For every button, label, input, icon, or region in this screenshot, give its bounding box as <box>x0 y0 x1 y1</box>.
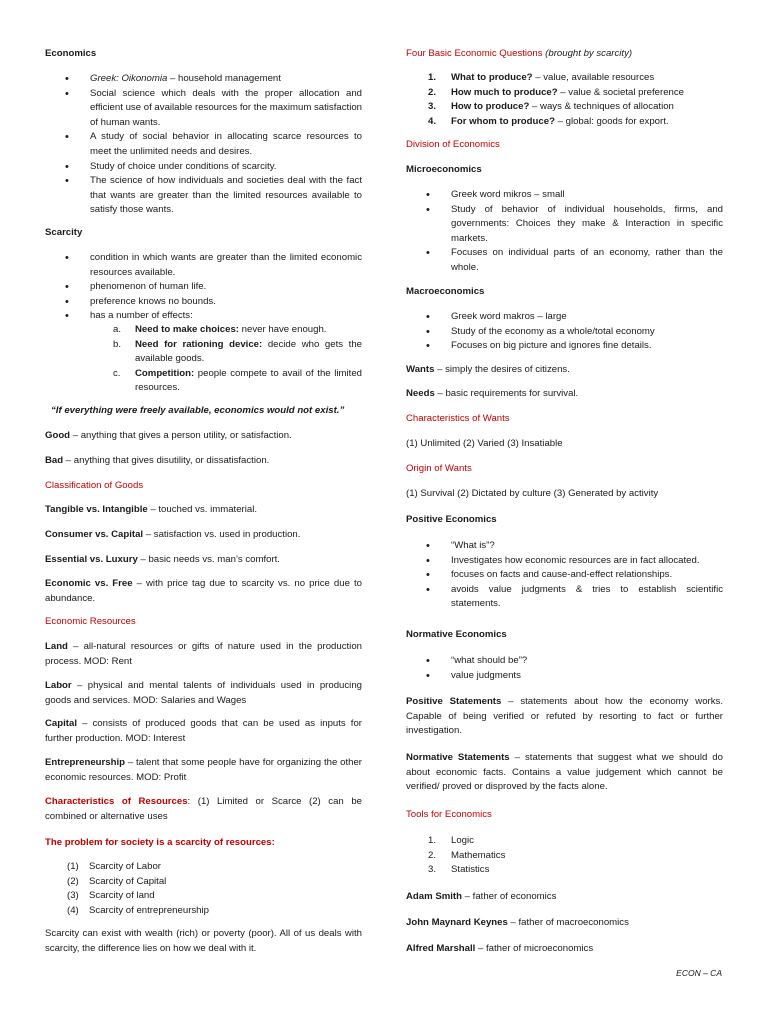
problem-heading: The problem for society is a scarcity of resources: <box>45 837 275 848</box>
normative-statements: Normative Statements – statements that suggest what we should do about economic facts. Contains a value judgement which cannot be verified/ proved or disproved by the facts alone. <box>406 752 723 793</box>
needs-definition: Needs – basic requirements for survival. <box>406 388 579 399</box>
positive-statements: Positive Statements – statements about how the economy works. Capable of being verified or refuted by resorting to fact or further investigation. <box>406 696 723 737</box>
micro-heading: Microeconomics <box>406 164 482 175</box>
list-item: • phenomenon of human life. <box>45 280 362 295</box>
john-maynard-keynes: John Maynard Keynes – father of macroeconomics <box>406 917 629 928</box>
list-item: 2. How much to produce? – value & societal preference <box>428 86 685 98</box>
list-item: c. Competition: people compete to avail of the limited resources. <box>113 367 362 394</box>
page-footer: ECON – CA <box>676 968 722 978</box>
list-item: • avoids value judgments & tries to establish scientific statements. <box>406 583 723 612</box>
scarcity-list <box>45 251 362 324</box>
list-item: • Focuses on individual parts of an economy, rather than the whole. <box>406 246 723 275</box>
questions-heading: Four Basic Economic Questions (brought by scarcity) <box>406 48 633 59</box>
list-item: 1. Logic <box>428 835 474 846</box>
list-item: 3. How to produce? – ways & techniques of allocation <box>428 101 674 113</box>
list-item: 1. What to produce? – value, available resources <box>428 72 655 83</box>
list-item: • value judgments <box>406 669 723 684</box>
classification-item: Consumer vs. Capital – satisfaction vs. used in production. <box>45 529 301 540</box>
list-item: • condition in which wants are greater than the limited economic resources available. <box>45 251 362 280</box>
list-item: • Investigates how economic resources are in fact allocated. <box>406 554 723 569</box>
problem-list <box>45 860 362 918</box>
resources-characteristics: Characteristics of Resources: (1) Limited or Scarce (2) can be combined or alternative uses <box>45 796 362 822</box>
macro-heading: Macroeconomics <box>406 286 485 297</box>
origin-text: (1) Survival (2) Dictated by culture (3) Generated by activity <box>406 488 659 499</box>
resource-capital: Capital – consists of produced goods that can be used as inputs for further production. MOD: Interest <box>45 718 362 744</box>
classification-item: Economic vs. Free – with price tag due to scarcity vs. no price due to abundance. <box>45 578 362 604</box>
effects-list <box>45 323 362 396</box>
list-item: • “What is”? <box>406 539 723 554</box>
list-item: • Social science which deals with the proper allocation and efficient use of available resources for the maximum satisfaction of human wants. <box>45 87 362 131</box>
closing-paragraph: Scarcity can exist with wealth (rich) or poverty (poor). All of us deals with scarcity, the difference lies on how we deal with it. <box>45 928 362 954</box>
list-item: (2) Scarcity of Capital <box>67 875 167 887</box>
wants-definition: Wants – simply the desires of citizens. <box>406 364 570 375</box>
list-item: 2. Mathematics <box>428 849 506 861</box>
alfred-marshall: Alfred Marshall – father of microeconomics <box>406 943 594 954</box>
positive-heading: Positive Economics <box>406 514 497 525</box>
list-item: 3. Statistics <box>428 864 490 876</box>
good-definition: Good – anything that gives a person utility, or satisfaction. <box>45 430 292 441</box>
list-item: • has a number of effects: <box>45 309 362 324</box>
bad-definition: Bad – anything that gives disutility, or dissatisfaction. <box>45 455 270 466</box>
micro-list <box>406 188 723 276</box>
list-item: (4) Scarcity of entrepreneurship <box>67 904 209 916</box>
positive-list <box>406 539 723 612</box>
tools-list <box>406 834 723 878</box>
economics-list <box>45 72 362 218</box>
list-item: • focuses on facts and cause-and-effect relationships. <box>406 568 723 583</box>
list-item: • preference knows no bounds. <box>45 295 362 310</box>
origin-heading: Origin of Wants <box>406 463 472 474</box>
list-item: • The science of how individuals and societies deal with the fact that wants are greater than the limited resources available to satisfy those wants. <box>45 174 362 218</box>
char-wants-heading: Characteristics of Wants <box>406 413 510 424</box>
resource-land: Land – all-natural resources or gifts of nature used in the production process. MOD: Rent <box>45 641 362 667</box>
list-item: (3) Scarcity of land <box>67 890 155 902</box>
list-item: b. Need for rationing device: decide who gets the available goods. <box>113 338 362 365</box>
normative-heading: Normative Economics <box>406 629 507 640</box>
classification-item: Tangible vs. Intangible – touched vs. immaterial. <box>45 504 258 515</box>
resource-labor: Labor – physical and mental talents of individuals used in producing goods and services. MOD: Salaries and Wages <box>45 680 362 706</box>
tools-heading: Tools for Economics <box>406 809 492 820</box>
list-item: • Study of choice under conditions of scarcity. <box>45 160 362 175</box>
list-item: • Study of behavior of individual households, firms, and governments: Choices they make & Interaction in specific markets. <box>406 203 723 247</box>
classification-heading: Classification of Goods <box>45 480 144 491</box>
division-heading: Division of Economics <box>406 139 500 150</box>
list-item: • “what should be”? <box>406 654 723 669</box>
list-item: • Greek: Oikonomia – household management <box>45 72 362 87</box>
economics-quote: “If everything were freely available, economics would not exist.” <box>51 405 345 416</box>
scarcity-heading: Scarcity <box>45 227 83 238</box>
normative-list <box>406 654 723 683</box>
economics-heading: Economics <box>45 48 97 59</box>
list-item: • Greek word makros – large <box>406 310 723 325</box>
char-wants-text: (1) Unlimited (2) Varied (3) Insatiable <box>406 438 563 449</box>
adam-smith: Adam Smith – father of economics <box>406 891 557 902</box>
questions-list <box>406 71 723 129</box>
list-item: • A study of social behavior in allocating scarce resources to meet the unlimited needs and desires. <box>45 130 362 159</box>
resources-heading: Economic Resources <box>45 616 136 627</box>
list-item: • Focuses on big picture and ignores fine details. <box>406 339 723 354</box>
list-item: • Study of the economy as a whole/total economy <box>406 325 723 340</box>
list-item: • Greek word mikros – small <box>406 188 723 203</box>
resource-entrepreneurship: Entrepreneurship – talent that some people have for organizing the other economic resources. MOD: Profit <box>45 757 362 783</box>
list-item: 4. For whom to produce? – global: goods for export. <box>428 115 669 127</box>
list-item: (1) Scarcity of Labor <box>67 861 161 872</box>
macro-list <box>406 310 723 354</box>
list-item: a. Need to make choices: never have enough. <box>113 324 327 335</box>
classification-item: Essential vs. Luxury – basic needs vs. man’s comfort. <box>45 554 280 565</box>
